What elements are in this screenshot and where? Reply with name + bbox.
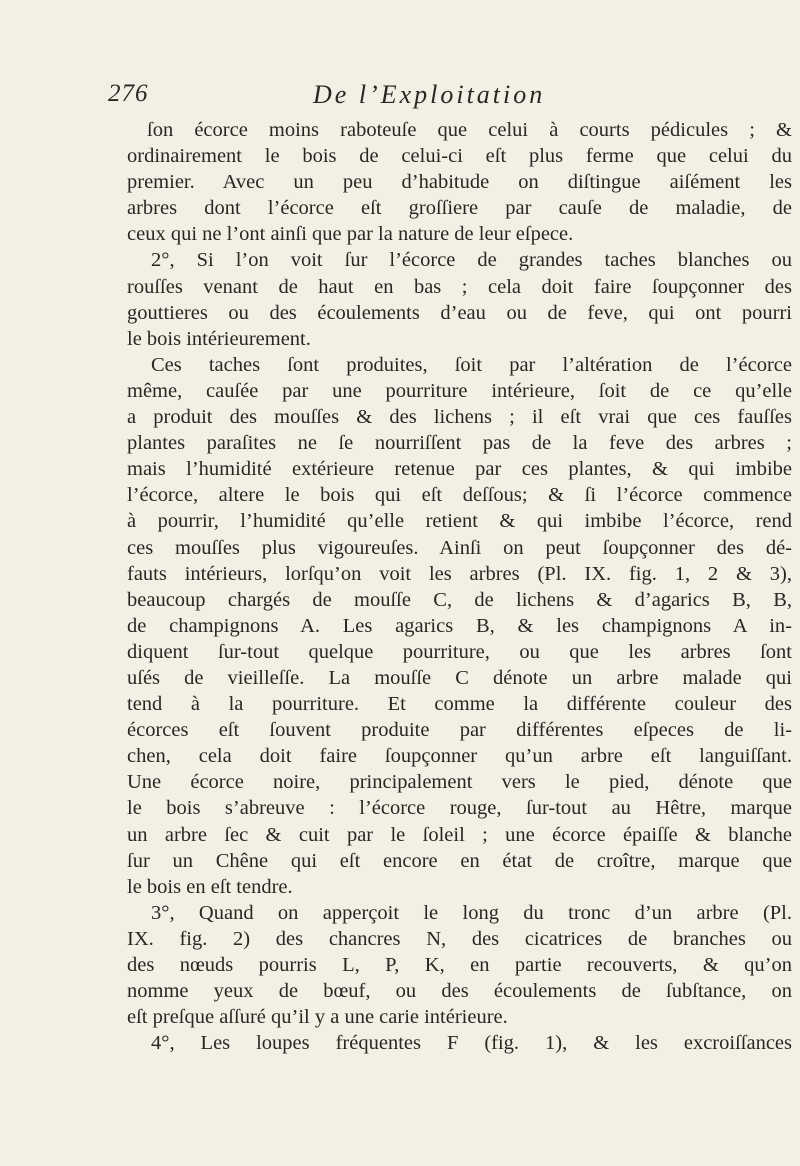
text-line: IX. fig. 2) des chancres N, des cicatrices de branches ou [127, 927, 792, 950]
text-line: diquent ſur-tout quelque pourriture, ou que les arbres ſont [127, 640, 792, 663]
text-line: écorces eſt ſouvent produite par différentes eſpeces de li- [127, 719, 792, 742]
text-line: le bois s’abreuve : l’écorce rouge, ſur-tout au Hêtre, marque [127, 797, 792, 820]
text-line: Une écorce noire, principalement vers le pied, dénote que [127, 771, 792, 794]
text-line: a produit des mouſſes & des lichens ; il eſt vrai que ces fauſſes [127, 406, 792, 429]
running-title: De l’Exploitation [313, 80, 546, 109]
text-line: 4°, Les loupes fréquentes F (fig. 1), & les excroiſſances [151, 1032, 792, 1055]
text-line: plantes paraſites ne ſe nourriſſent pas de la feve des arbres ; [127, 432, 792, 455]
text-line: le bois en eſt tendre. [127, 875, 293, 898]
text-line: beaucoup chargés de mouſſe C, de lichens & d’agarics B, B, [127, 588, 792, 611]
text-line: tend à la pourriture. Et comme la différente couleur des [127, 693, 792, 716]
text-line: chen, cela doit faire ſoupçonner qu’un arbre eſt languiſſant. [127, 745, 792, 768]
text-line: arbres dont l’écorce eſt groſſiere par cauſe de maladie, de [127, 197, 792, 220]
page-header [108, 80, 738, 116]
text-line: 3°, Quand on apperçoit le long du tronc d’un arbre (Pl. [151, 901, 792, 924]
text-line: Ces taches ſont produites, ſoit par l’altération de l’écorce [151, 353, 792, 376]
text-line: 2°, Si l’on voit ſur l’écorce de grandes taches blanches ou [151, 249, 792, 272]
text-line: gouttieres ou des écoulements d’eau ou de feve, qui ont pourri [127, 301, 792, 324]
text-line: ces mouſſes plus vigoureuſes. Ainſi on peut ſoupçonner des dé- [127, 536, 792, 559]
text-line: ceux qui ne l’ont ainſi que par la nature de leur eſpece. [127, 223, 574, 246]
body-text [127, 117, 792, 1056]
text-line: de champignons A. Les agarics B, & les champignons A in- [127, 614, 792, 637]
text-line: ordinairement le bois de celui-ci eſt plus ferme que celui du [127, 145, 792, 168]
text-line: l’écorce, altere le bois qui eſt deſſous; & ſi l’écorce commence [127, 484, 792, 507]
text-line: nomme yeux de bœuf, ou des écoulements de ſubſtance, on [127, 980, 792, 1003]
text-line: le bois intérieurement. [127, 327, 311, 350]
text-line: eſt preſque aſſuré qu’il y a une carie intérieure. [127, 1006, 508, 1029]
text-line: même, cauſée par une pourriture intérieure, ſoit de ce qu’elle [127, 379, 792, 402]
text-line: fauts intérieurs, lorſqu’on voit les arbres (Pl. IX. fig. 1, 2 & 3), [127, 562, 792, 585]
text-line: ſon écorce moins raboteuſe que celui à courts pédicules ; & [147, 119, 792, 141]
text-line: premier. Avec un peu d’habitude on diſtingue aiſément les [127, 171, 792, 194]
page-number: 276 [108, 80, 149, 107]
text-line: des nœuds pourris L, P, K, en partie recouverts, & qu’on [127, 954, 792, 976]
text-line: rouſſes venant de haut en bas ; cela doit faire ſoupçonner des [127, 275, 792, 298]
text-line: à pourrir, l’humidité qu’elle retient & qui imbibe l’écorce, rend [127, 510, 792, 533]
text-line: ſur un Chêne qui eſt encore en état de croître, marque que [127, 849, 792, 872]
text-line: un arbre ſec & cuit par le ſoleil ; une écorce épaiſſe & blanche [127, 823, 792, 846]
text-line: uſés de vieilleſſe. La mouſſe C dénote un arbre malade qui [127, 666, 792, 689]
text-line: mais l’humidité extérieure retenue par ces plantes, & qui imbibe [127, 458, 792, 481]
